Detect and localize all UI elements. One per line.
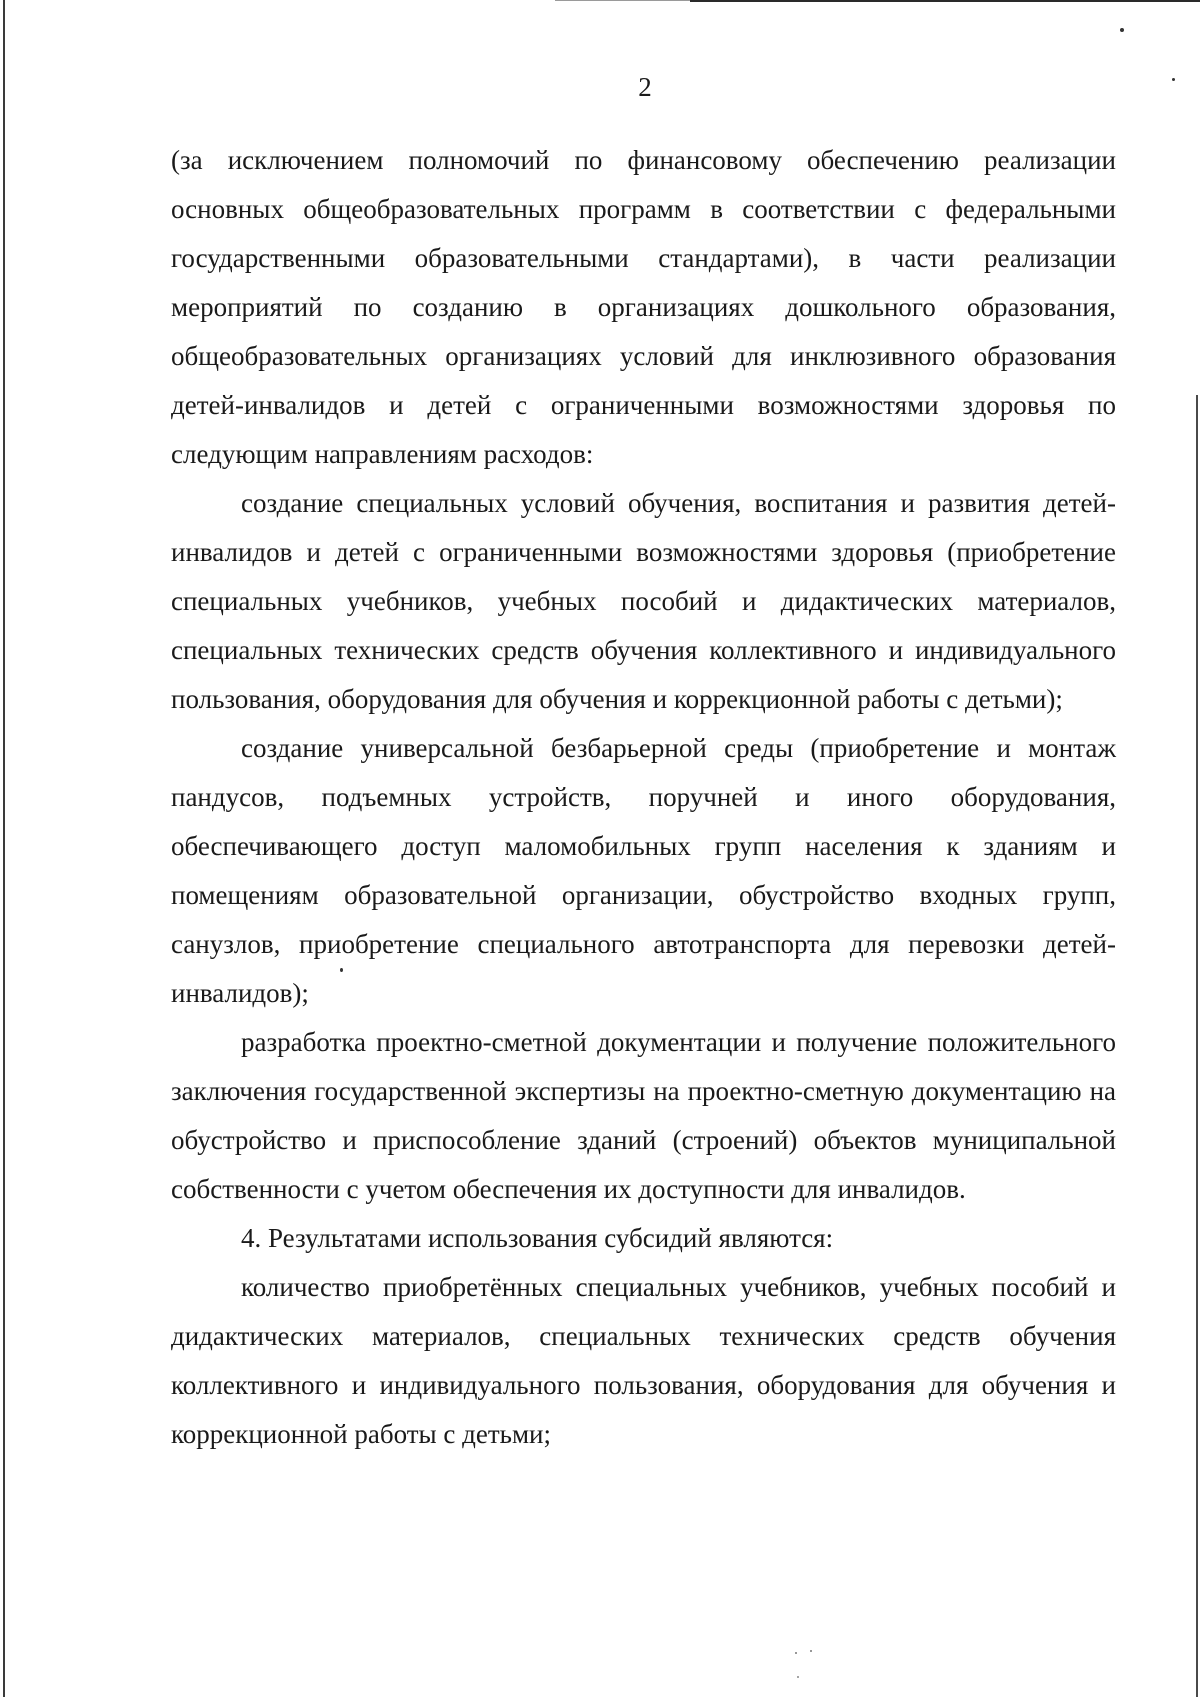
scan-speck bbox=[797, 1676, 799, 1678]
section-heading-results: 4. Результатами использования субсидий являются: bbox=[241, 1223, 834, 1253]
document-body bbox=[171, 136, 1116, 1459]
scan-speck bbox=[1120, 28, 1124, 32]
paragraph-special-conditions: создание специальных условий обучения, воспитания и развития детей-инвалидов и детей с ограниченными возможностями здоровья (приобретение специальных учебников, учебных пособий и дидактических материалов, специальных технических средств обучения коллективного и индивидуального пользования, оборудования для обучения и коррекционной работы с детьми); bbox=[171, 488, 1116, 714]
paragraph-design-docs: разработка проектно-сметной документации и получение положительного заключения государственной экспертизы на проектно-сметную документацию на обустройство и приспособление зданий (строений) объектов муниципальной собственности с учетом обеспечения их доступности для инвалидов. bbox=[171, 1027, 1116, 1204]
paragraph-result-quantity: количество приобретённых специальных учебников, учебных пособий и дидактических материалов, специальных технических средств обучения коллективного и индивидуального пользования, оборудования для обучения и коррекционной работы с детьми; bbox=[171, 1272, 1116, 1449]
scan-left-edge bbox=[3, 0, 5, 1697]
paragraph-continuation: (за исключением полномочий по финансовому обеспечению реализации основных общеобразовательных программ в соответствии с федеральными государственными образовательными стандартами), в части реализации мероприятий по созданию в организациях дошкольного образования, общеобразовательных организациях условий для инклюзивного образования детей-инвалидов и детей с ограниченными возможностями здоровья по следующим направлениям расходов: bbox=[171, 145, 1116, 469]
scan-speck bbox=[810, 1650, 812, 1652]
paragraph-barrier-free: создание универсальной безбарьерной среды (приобретение и монтаж пандусов, подъемных устройств, поручней и иного оборудования, обеспечивающего доступ маломобильных групп населения к зданиям и помещениям образовательной организации, обустройство входных групп, санузлов, приобретение специального автотранспорта для перевозки детей-инвалидов); bbox=[171, 733, 1116, 1008]
page-number: 2 bbox=[638, 72, 652, 102]
scan-top-edge bbox=[690, 0, 1200, 2]
scan-top-edge-faint bbox=[555, 0, 690, 1]
scan-speck bbox=[795, 1652, 797, 1654]
scan-right-edge bbox=[1196, 395, 1198, 1697]
